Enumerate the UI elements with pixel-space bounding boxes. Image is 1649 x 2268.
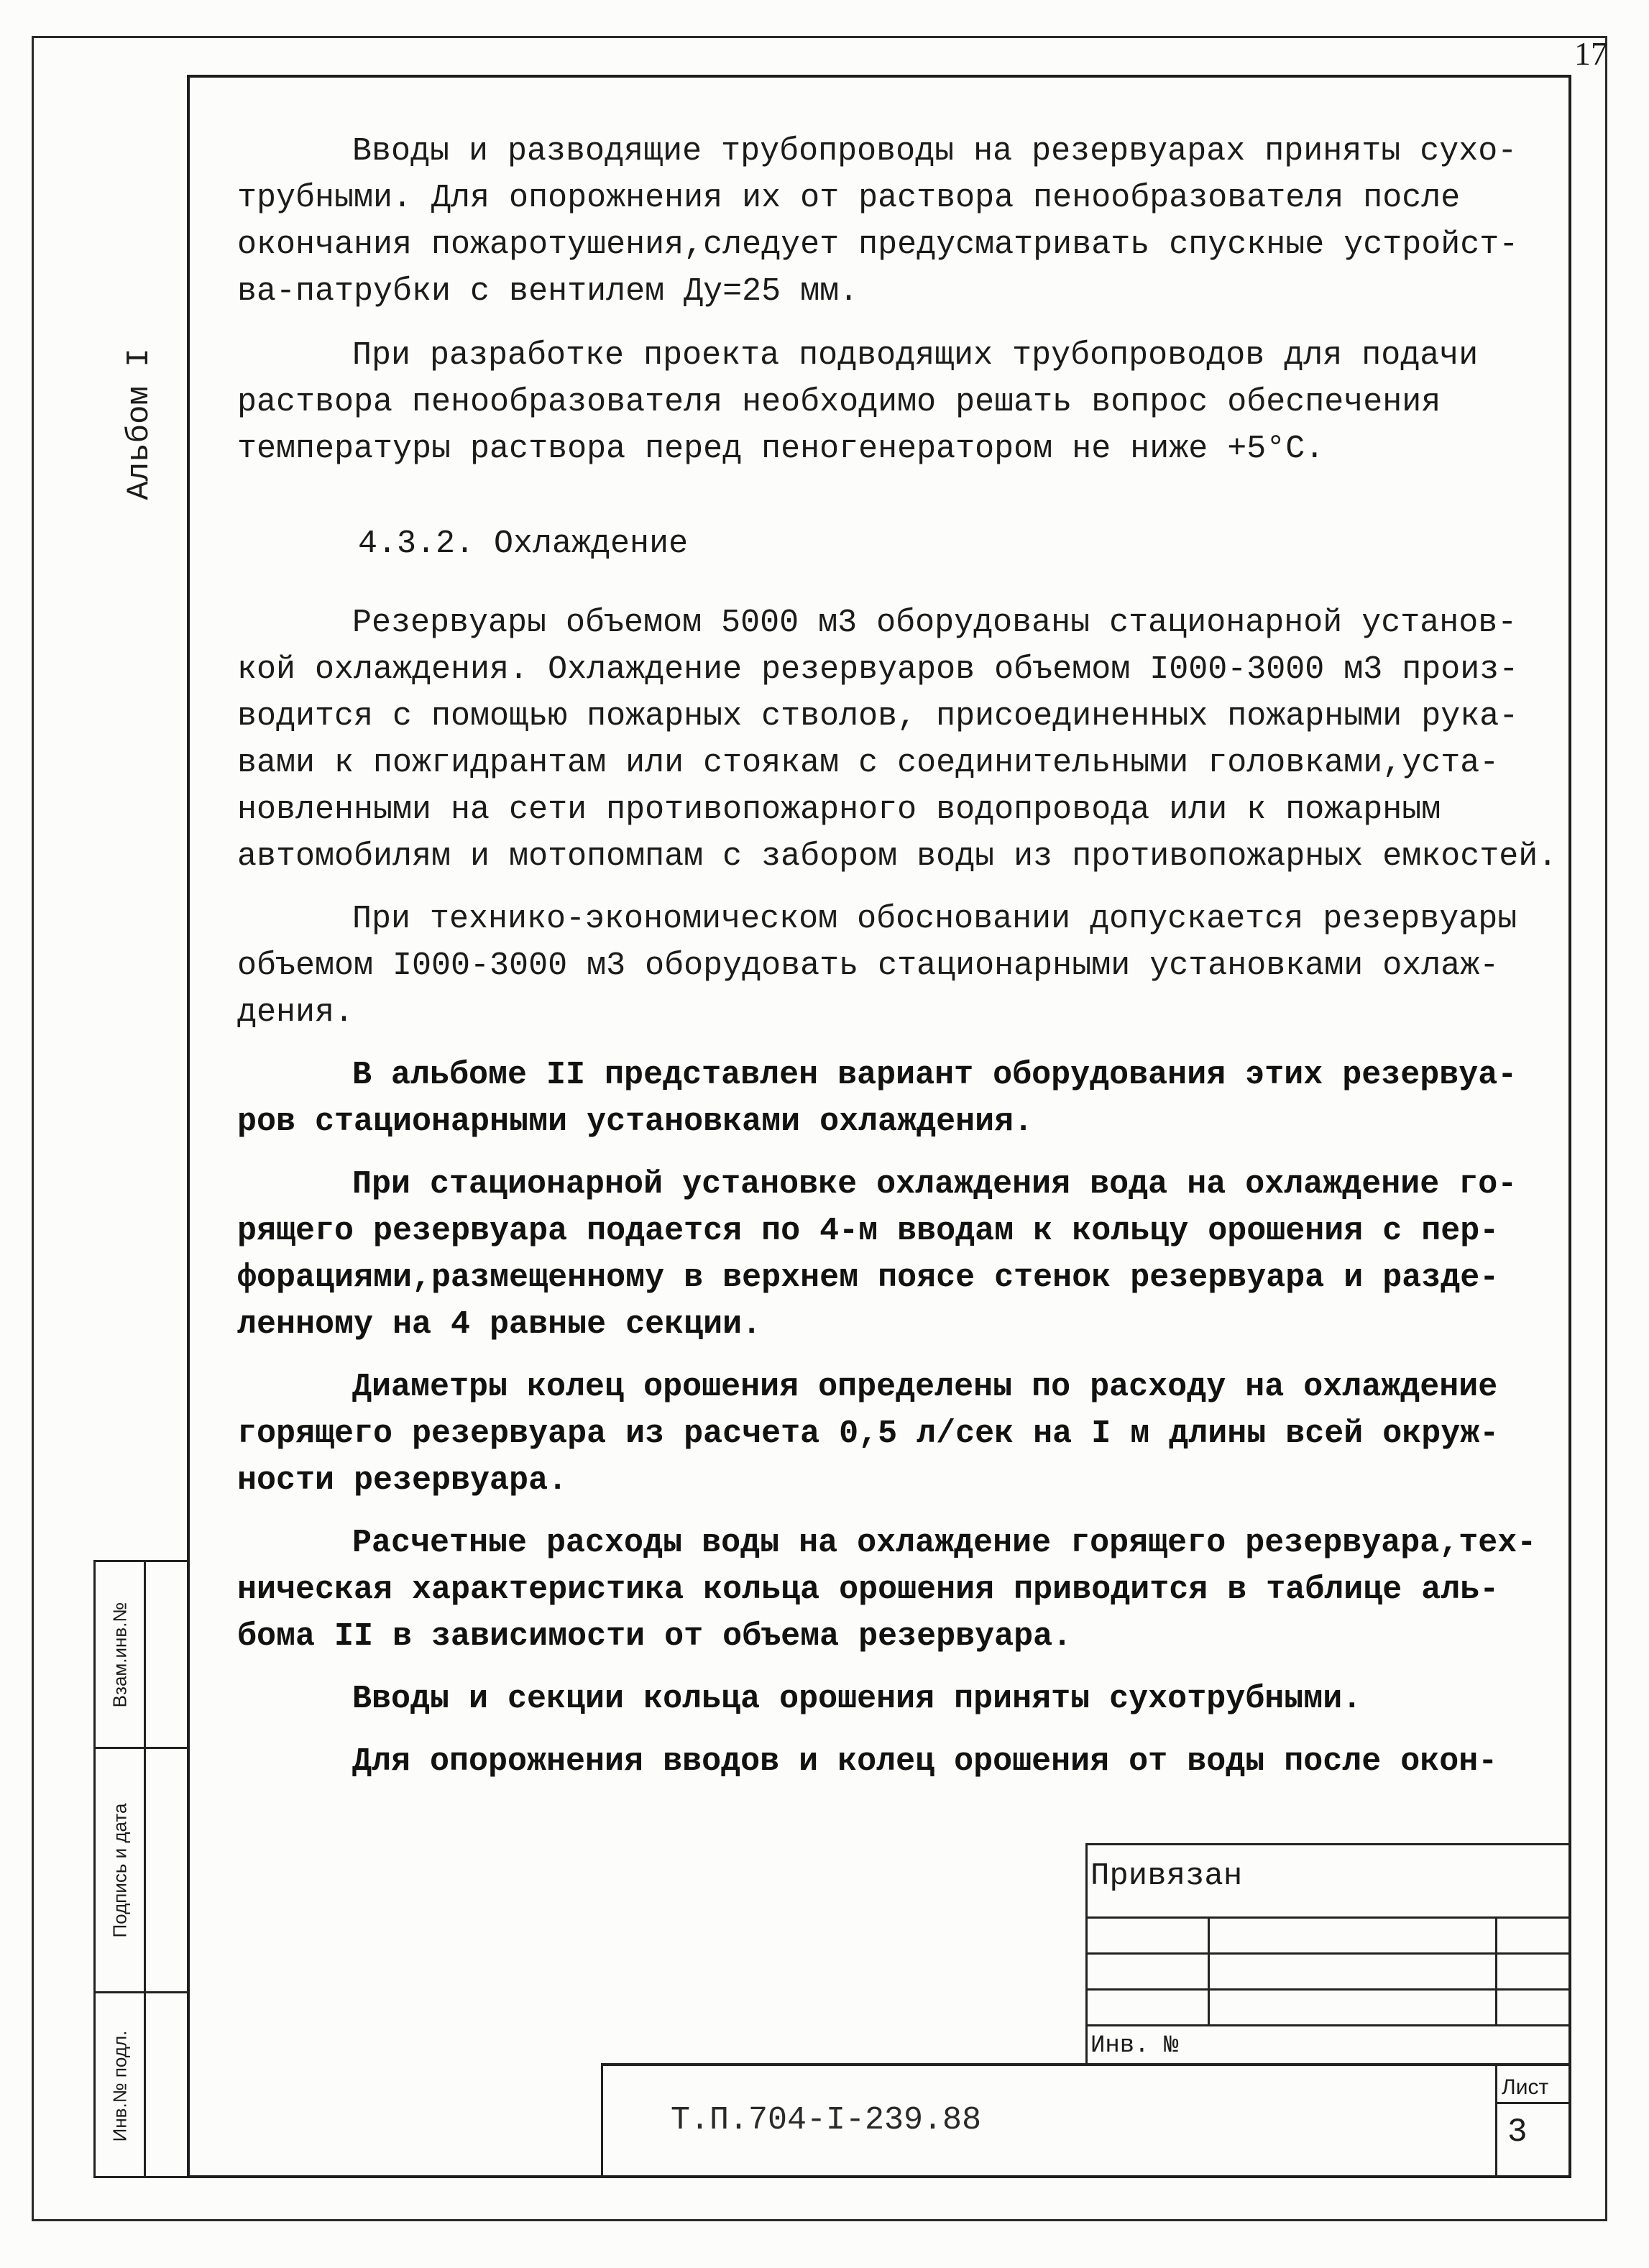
bound-label: Привязан [1090,1858,1243,1894]
inv-label: Инв. № [1090,2032,1179,2060]
paragraph: Вводы и разводящие трубопроводы на резервуарах приняты сухо- трубными. Для опорожнения их от раствора пенообразователя после окончания пожаротушения,следует предусматривать спускные устройст- ва-патрубки с вентилем Ду=25 мм. [237,133,1519,310]
table-rule [1088,1988,1571,1991]
side-stamp-cell [96,1562,146,1749]
side-stamp-cell [96,1749,146,1993]
side-stamp [93,1560,187,2178]
paragraph: Диаметры колец орошения определены по расходу на охлаждение горящего резервуара из расчета 0,5 л/сек на I м длины всей окруж- ности резервуара. [237,1369,1499,1499]
side-stamp-cell [146,1562,189,1749]
paragraph: При разработке проекта подводящих трубопроводов для подачи раствора пенообразователя необходимо решать вопрос обеспечения температуры раствора перед пеногенератором не ниже +5°С. [237,337,1479,467]
paragraph: Расчетные расходы воды на охлаждение горящего резервуара,тех- ническая характеристика кольца орошения приводится в таблице аль- бома II в зависимости от объема резервуара. [237,1525,1537,1655]
original-inv-label: Инв.№ подл. [109,2030,130,2141]
paragraph: Резервуары объемом 5000 м3 оборудованы стационарной установ- кой охлаждения. Охлаждение резервуаров объемом I000-3000 м3 произ- водится с помощью пожарных стволов, присоединенных пожарными рука- вами к пожгидрантам или стоякам с соединительными головками,уста- новленными на сети противопожарного водопровода или к пожарным автомобилям и мотопомпам с забором воды из противопожарных емкостей. [237,605,1558,875]
paragraph: При стационарной установке охлаждения вода на охлаждение го- рящего резервуара подается по 4-м вводам к кольцу орошения с пер- форациями,размещенному в верхнем поясе стенок резервуара и разде- ленному на 4 равные секции. [237,1166,1517,1343]
paragraph: В альбоме II представлен вариант оборудования этих резервуа- ров стационарными установками охлаждения. [237,1057,1517,1140]
paragraph: Вводы и секции кольца орошения приняты сухотрубными. [352,1681,1362,1717]
side-stamp-cell [146,1993,189,2178]
page-number: 17 [1574,35,1607,72]
sheet-number: 3 [1507,2113,1528,2151]
title-block-rule [1495,2066,1497,2178]
paragraph: Для опорожнения вводов и колец орошения от воды после окон- [352,1743,1498,1780]
table-rule [1208,1919,1210,2026]
replaced-inv-label: Взам.инв.№ [109,1602,130,1707]
section-heading: 4.3.2. Охлаждение [358,525,689,562]
binding-table [1085,1843,1571,2063]
title-block [601,2063,1571,2178]
sheet-label: Лист [1502,2075,1549,2099]
body-text [237,128,1557,1785]
table-rule [1088,1952,1571,1955]
title-block-rule [1495,2102,1571,2104]
album-label: Альбом I [121,348,157,500]
side-stamp-cell [96,1993,146,2178]
table-rule [1495,1919,1497,2026]
side-stamp-cell [146,1749,189,1993]
signature-date-label: Подпись и дата [109,1802,130,1938]
table-rule [1088,2024,1571,2026]
table-rule [1088,1916,1571,1919]
paragraph: При технико-экономическом обосновании допускается резервуары объемом I000-3000 м3 оборудовать стационарными установками охлаж- дения. [237,901,1517,1031]
document-code: Т.П.704-I-239.88 [671,2102,982,2139]
